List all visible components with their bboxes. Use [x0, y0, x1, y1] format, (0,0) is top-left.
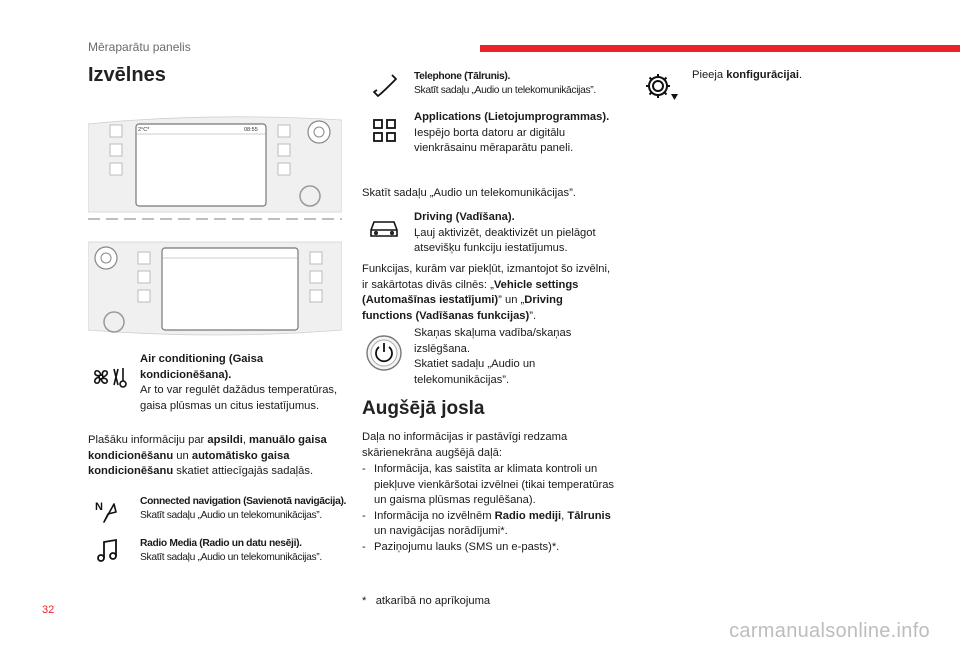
config-access-text: Pieeja konfigurācijai.	[692, 69, 803, 81]
music-note-icon	[96, 538, 120, 564]
telephone-icon	[370, 72, 400, 100]
navigation-title: Connected navigation (Savienotā navigācija).	[140, 496, 347, 507]
header-red-bar	[480, 45, 960, 52]
menus-title: Izvēlnes	[88, 64, 166, 86]
top-bar-title: Augšējā josla	[362, 398, 485, 419]
driving-car-icon	[368, 216, 400, 240]
watermark: carmanualsonline.info	[729, 620, 930, 642]
list-item: - Informācija no izvēlnēm Radio mediji, Tālrunis un navigācijas norādījumi*.	[362, 509, 611, 538]
radio-title: Radio Media (Radio un datu nesēji).	[140, 538, 302, 549]
navigation-icon	[94, 498, 120, 524]
footnote: * atkarībā no aprīkojuma	[362, 595, 491, 607]
sound-control-text: Skaņas skaļuma vadība/skaņas izslēgšana.	[414, 327, 572, 355]
list-item: - Paziņojumu lauks (SMS un e-pasts)*.	[362, 540, 560, 553]
heating-paragraph: Plašāku informāciju par apsildi, manuālo gaisa kondicionēšanu un automātisko gaisa kondicionēšanu skatiet attiecīgajās sadaļās.	[88, 434, 327, 478]
svg-text:N: N	[95, 501, 103, 513]
air-conditioning-title: Air conditioning (Gaisa kondicionēšana).	[140, 353, 264, 381]
navigation-desc: Skatīt sadaļu „Audio un telekomunikācijas”.	[140, 510, 322, 521]
section-label: Mēraparātu panelis	[88, 40, 191, 54]
top-bar-intro: Daļa no informācijas ir pastāvīgi redzama skārienekrāna augšējā daļā:	[362, 431, 568, 459]
telephone-desc: Skatīt sadaļu „Audio un telekomunikācijas”.	[414, 85, 596, 96]
air-conditioning-desc: Ar to var regulēt dažādus temperatūras, gaisa plūsmas un citus iestatījumus.	[140, 384, 338, 412]
functions-paragraph: Funkcijas, kurām var piekļūt, izmantojot šo izvēlni, ir sakārtotas divās cilnēs: „Vehicle settings (Automašīnas iestatījumi)” un „Driving functions (Vadīšanas funkcijas)”.	[362, 263, 611, 322]
sound-see-audio-text: Skatiet sadaļu „Audio un telekomunikācijas”.	[414, 358, 536, 386]
radio-desc: Skatīt sadaļu „Audio un telekomunikācijas”.	[140, 552, 322, 563]
applications-title: Applications (Lietojumprogrammas).	[414, 111, 610, 123]
list-item: - Informācija, kas saistīta ar klimata kontroli un piekļuve vienkāršotai izvēlnei (tikai temperatūras un gaisma plūsmas regulēšana).	[362, 463, 615, 507]
volume-power-knob-icon	[364, 333, 404, 373]
dashboard-illustration-left-drive	[88, 112, 342, 232]
dashboard-illustration-right-drive	[88, 238, 342, 344]
driving-desc: Ļauj aktivizēt, deaktivizēt un pielāgot atsevišķu funkciju iestatījumus.	[414, 226, 596, 255]
see-audio-text: Skatīt sadaļu „Audio un telekomunikācijas”.	[362, 187, 576, 199]
settings-gear-icon	[643, 70, 679, 102]
driving-title: Driving (Vadīšana).	[414, 211, 515, 223]
page-number: 32	[42, 604, 55, 616]
applications-desc: Iespējo borta datoru ar digitālu vienkrāsainu mēraparātu paneli.	[414, 126, 574, 155]
telephone-title: Telephone (Tālrunis).	[414, 71, 511, 82]
screen-clock: 08:55	[244, 127, 258, 133]
air-conditioning-icon	[92, 365, 130, 389]
top-bar-list	[362, 462, 622, 556]
screen-temp: 2°C*	[138, 127, 150, 133]
applications-grid-icon	[372, 118, 398, 144]
